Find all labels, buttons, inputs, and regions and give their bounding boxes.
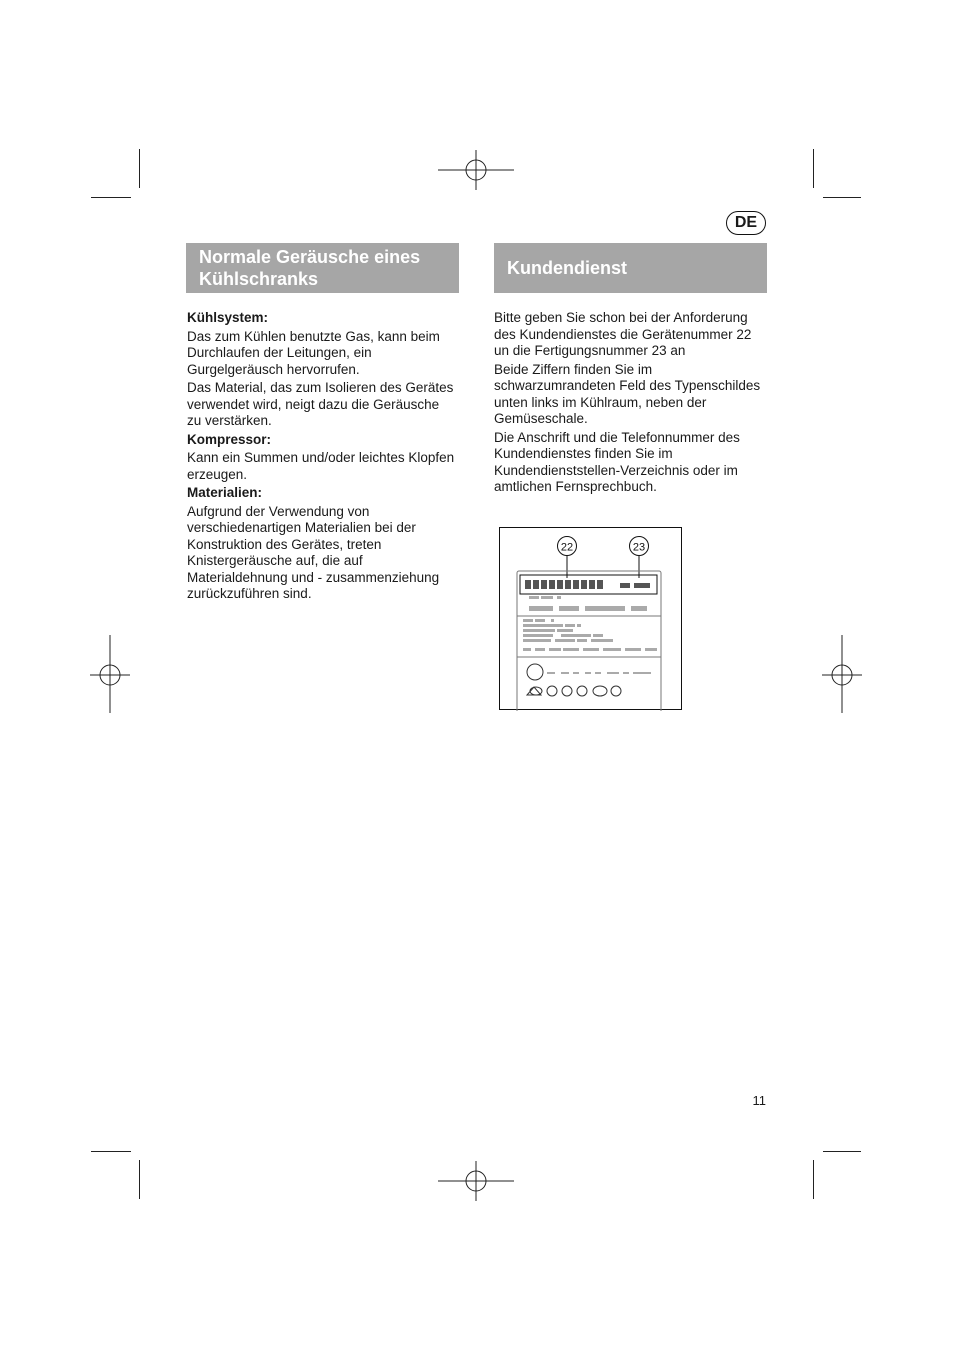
registration-mark-icon xyxy=(822,635,862,715)
subheading-cooling-system: Kühlsystem: xyxy=(187,310,269,325)
crop-mark xyxy=(91,1151,131,1152)
registration-mark-icon xyxy=(436,1161,516,1201)
crop-mark xyxy=(813,149,814,188)
section-title-line: Normale Geräusche eines xyxy=(199,247,421,267)
rating-plate-illustration xyxy=(499,527,683,711)
paragraph: Beide Ziffern finden Sie im schwarzumrandeten Feld des Typenschildes unten links im Kühlraum, neben der Gemüseschale. xyxy=(494,361,761,426)
crop-mark xyxy=(139,1160,140,1199)
registration-mark-icon xyxy=(90,635,130,715)
section-title-text: Kundendienst xyxy=(507,258,627,278)
section-title-noises xyxy=(186,243,459,293)
page-number: 11 xyxy=(752,1093,766,1108)
callout-label-22: 22 xyxy=(560,541,574,554)
section-title-line: Kühlschranks xyxy=(199,269,319,289)
crop-mark xyxy=(823,197,861,198)
paragraph: Aufgrund der Verwendung von verschiedenartigen Materialien bei der Konstruktion des Gerätes, treten Knistergeräusche auf, die auf Materialdehnung und - zusammenziehung zurückzuführen sind. xyxy=(187,503,440,601)
paragraph: Bitte geben Sie schon bei der Anforderung des Kundendienstes die Gerätenummer 22 un die Fertigungsnummer 23 an xyxy=(494,310,752,358)
crop-mark xyxy=(139,149,140,188)
paragraph: Das zum Kühlen benutzte Gas, kann beim Durchlaufen der Leitungen, ein Gurgelgeräusch hervorrufen. xyxy=(187,328,440,377)
service-text-column xyxy=(494,310,769,498)
subheading-materials: Materialien: xyxy=(187,485,263,500)
paragraph: Kann ein Summen und/oder leichtes Klopfen erzeugen. xyxy=(187,450,455,482)
crop-mark xyxy=(91,197,131,198)
subheading-compressor: Kompressor: xyxy=(187,431,272,447)
registration-mark-icon xyxy=(436,150,516,190)
crop-mark xyxy=(813,1160,814,1199)
paragraph: Das Material, das zum Isolieren des Gerätes verwendet wird, neigt dazu die Geräusche zu verstärken. xyxy=(187,380,454,428)
callout-label-23: 23 xyxy=(632,541,646,554)
language-badge: DE xyxy=(726,211,766,235)
crop-mark xyxy=(823,1151,861,1152)
noises-text-column xyxy=(187,310,455,605)
section-title-service xyxy=(494,243,767,293)
paragraph: Die Anschrift und die Telefonnummer des Kundendienstes finden Sie im Kundendienststellen-Verzeichnis oder im amtlichen Fernsprechbuch. xyxy=(494,429,740,494)
